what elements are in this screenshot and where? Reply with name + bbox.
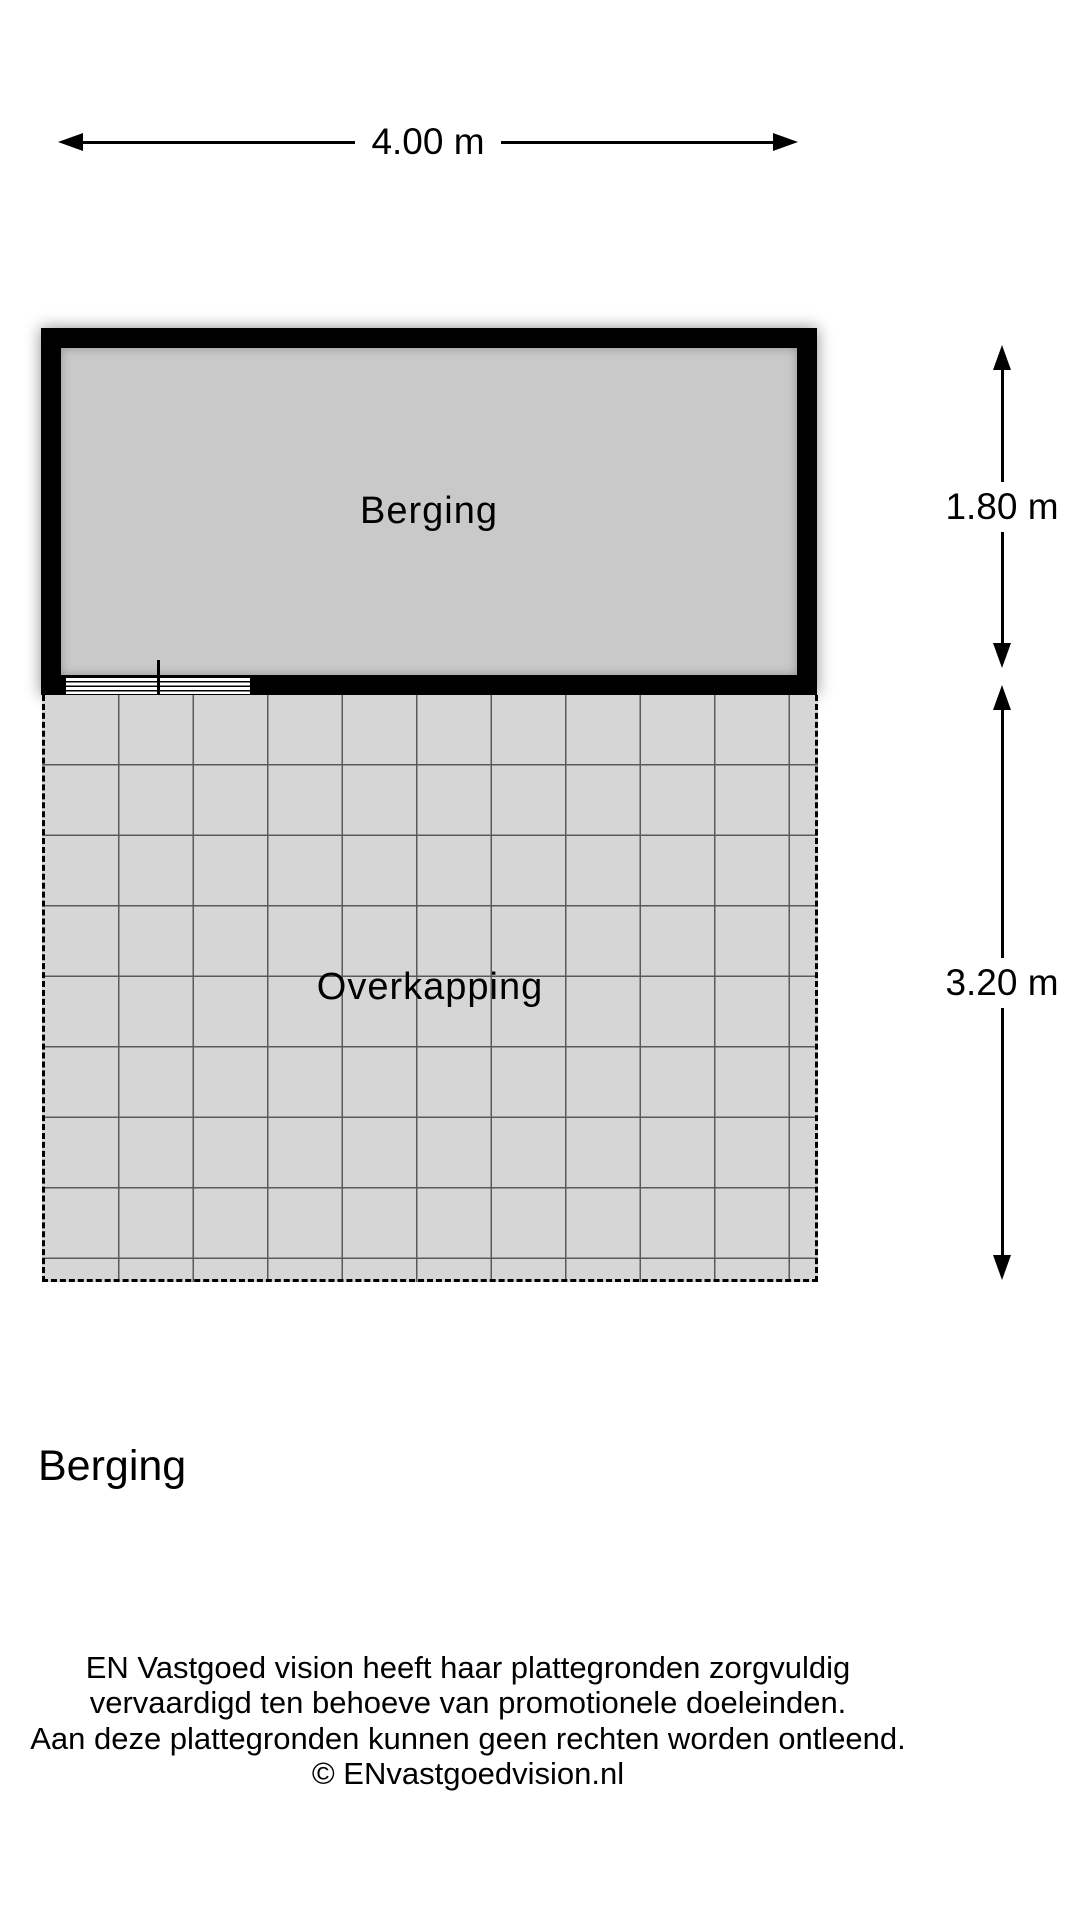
arrow-up-icon bbox=[993, 685, 1011, 710]
dimension-berging-depth-label: 1.80 m bbox=[945, 485, 1059, 527]
area-overkapping bbox=[42, 695, 818, 1282]
dimension-berging-depth bbox=[937, 345, 1067, 668]
disclaimer-line-3: Aan deze plattegronden kunnen geen rechten worden ontleend. bbox=[30, 1720, 906, 1756]
disclaimer-line-4: © ENvastgoedvision.nl bbox=[311, 1756, 625, 1792]
dimension-width bbox=[58, 121, 798, 162]
room-berging-label: Berging bbox=[360, 490, 498, 532]
plan-title: Berging bbox=[38, 1442, 187, 1490]
dimension-line-top bbox=[1001, 370, 1004, 482]
dimension-overkapping-depth bbox=[937, 685, 1067, 1280]
disclaimer-line-1: EN Vastgoed vision heeft haar plattegronden zorgvuldig bbox=[85, 1650, 851, 1685]
room-berging bbox=[41, 328, 817, 695]
dimension-line-top bbox=[1001, 710, 1004, 958]
dimension-line-bottom bbox=[1001, 532, 1004, 644]
dimension-width-label: 4.00 m bbox=[371, 121, 485, 162]
disclaimer-line-2: vervaardigd ten behoeve van promotionele doeleinden. bbox=[89, 1685, 847, 1721]
arrow-up-icon bbox=[993, 345, 1011, 370]
arrow-right-icon bbox=[773, 133, 798, 151]
dimension-line-bottom bbox=[1001, 1008, 1004, 1256]
dimension-line-left bbox=[83, 141, 355, 144]
dimension-overkapping-depth-label: 3.20 m bbox=[945, 961, 1059, 1003]
arrow-down-icon bbox=[993, 643, 1011, 668]
arrow-left-icon bbox=[58, 133, 83, 151]
disclaimer bbox=[3, 1650, 933, 1792]
dimension-line-right bbox=[501, 141, 773, 144]
arrow-down-icon bbox=[993, 1255, 1011, 1280]
area-overkapping-label: Overkapping bbox=[316, 965, 544, 1008]
